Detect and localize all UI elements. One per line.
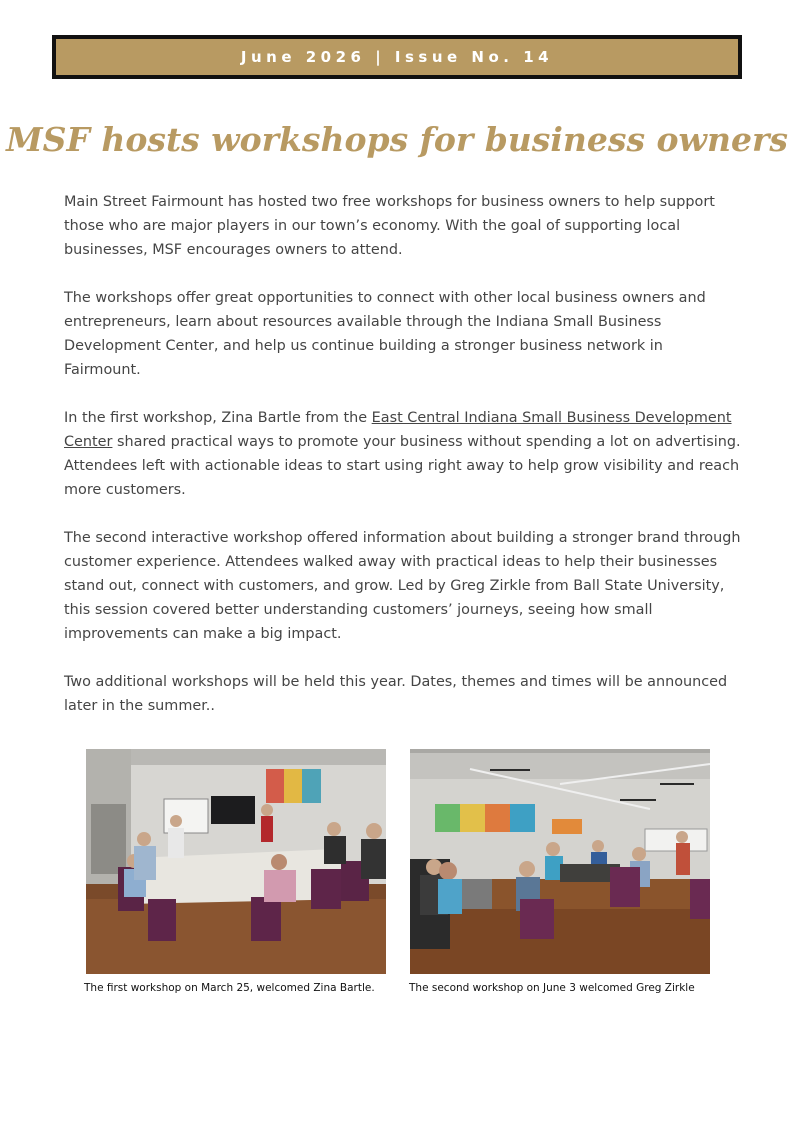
article-paragraph: Main Street Fairmount has hosted two free workshops for business owners to help support those who are major players in our town’s economy. With the goal of supporting local businesses, MSF encourages owners to attend.	[64, 194, 715, 258]
article-body	[64, 190, 744, 742]
article-paragraph	[64, 406, 744, 502]
paragraph-text: In the first workshop, Zina Bartle from the	[64, 410, 372, 426]
ecisbdc-link[interactable]: East Central Indiana Small Business Development Center	[64, 410, 732, 450]
article-paragraph: The workshops offer great opportunities to connect with other local business owners and entrepreneurs, learn about resources available through the Indiana Small Business Development Center, and help us continue building a stronger business network in Fairmount.	[64, 290, 706, 378]
article-paragraph: The second interactive workshop offered information about building a stronger brand through customer experience. Attendees walked away with practical ideas to help their businesses stand out, connect with customers, and grow. Led by Greg Zirkle from Ball State University, this session covered better understanding customers’ journeys, seeing how small improvements can make a big impact.	[64, 530, 741, 642]
paragraph-text: shared practical ways to promote your business without spending a lot on advertising. Attendees left with actionable ideas to start using right away to help grow visibility and reach more customers.	[64, 434, 741, 498]
article-paragraph: Two additional workshops will be held this year. Dates, themes and times will be announced later in the summer..	[64, 674, 728, 714]
workshop-photo-1	[86, 749, 386, 974]
photo-caption-1: The first workshop on March 25, welcomed Zina Bartle.	[84, 982, 375, 994]
issue-banner	[52, 35, 742, 79]
article-headline: MSF hosts workshops for business owners	[6, 120, 788, 159]
issue-banner-text: June 2026 | Issue No. 14	[240, 48, 554, 66]
photo-caption-2: The second workshop on June 3 welcomed Greg Zirkle	[409, 982, 695, 994]
workshop-photo-2	[410, 749, 710, 974]
